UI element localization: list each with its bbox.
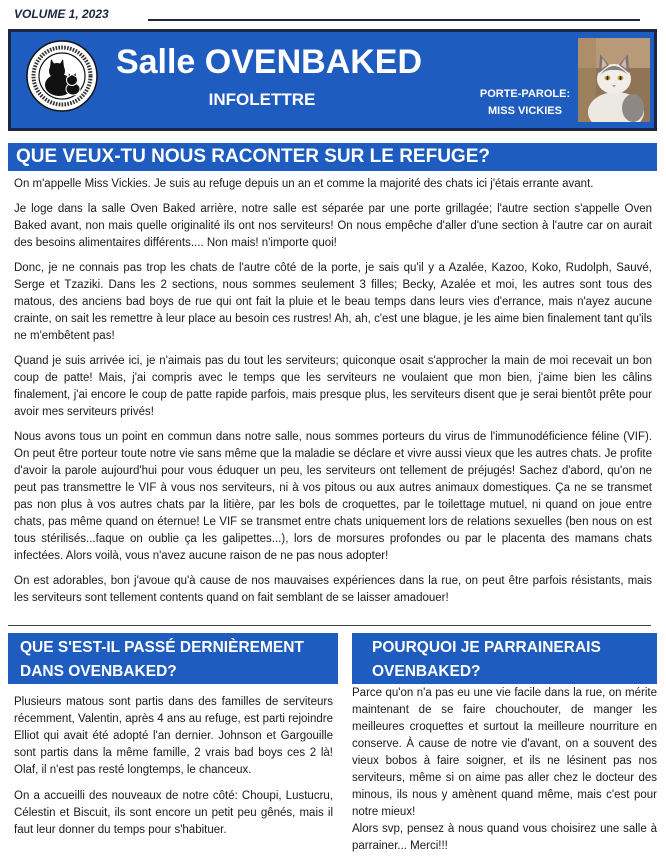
section-heading-sponsor (352, 633, 657, 684)
article-paragraph: Nous avons tous un point en commun dans notre salle, nous sommes porteurs du virus de l'immunodéficience féline (VIF). On peut être porteur toute notre vie sans même que la maladie se déclare et vivre aussi vieux que les autres chats. Je profite d'avoir la parole aujourd'hui pour vous éduquer un peu, les serviteurs ont tellement de préjugés! Sachez d'abord, qu'on ne peut pas transmettre le VIF à vous nos serviteurs, ni à vos pitous ou aux autres animaux domestiques. Ça ne se transmet pas non plus à vos autres chats par la litière, par les bols de croquettes, par le toilettage mutuel, ni quand on joue entre chats, pas même quand on éternue! Le VIF se transmet entre chats uniquement lors de relations sexuelles (ben nous on est tous stérilisés...faque on oublie ça les galipettes...), lors de morsures profondes ou par le placenta des mamans chats infectées. Alors voilà, vous n'avez aucune raison de ne pas nous adopter! (14, 431, 652, 562)
news-paragraph: Plusieurs matous sont partis dans des familles de serviteurs récemment, Valentin, après 4 ans au refuge, est parti rejoindre Elliot qui avait été adopté l'an dernier. Johnson et Gargouille sont partis dans la même famille, 2 vrais bad boys ces 2 là! Olaf, il n'est pas resté longtemps, le chanceux. (14, 696, 333, 776)
sponsor-column (352, 685, 657, 855)
article-paragraph: Quand je suis arrivée ici, je n'aimais pas du tout les serviteurs; quiconque osait s'approcher la main de moi recevait un bon coup de patte! Mais, j'ai compris avec le temps que les serviteurs ne voulaient que mon bien, j'aime bien les câlins finalement, j'ai encore le coup de patte rapide parfois, mais presque plus, les serviteurs disent que je serai bientôt prête pour avoir mes serviteurs privés! (14, 355, 652, 418)
article-paragraph: On m'appelle Miss Vickies. Je suis au refuge depuis un an et comme la majorité des chats ici j'étais errante avant. (14, 178, 594, 190)
spokesperson-block (467, 86, 583, 120)
heading-line: DANS OVENBAKED? (20, 663, 177, 680)
newsletter-title: Salle OVENBAKED (115, 43, 423, 81)
spokesperson-label: PORTE-PAROLE: (479, 88, 571, 100)
section-divider (8, 625, 651, 626)
section-heading-news (8, 633, 338, 684)
heading-line: QUE S'EST-IL PASSÉ DERNIÈREMENT (20, 639, 304, 656)
top-rule (148, 19, 640, 21)
heading-line: POURQUOI JE PARRAINERAIS (372, 639, 601, 656)
section-heading-refuge: QUE VEUX-TU NOUS RACONTER SUR LE REFUGE? (8, 143, 657, 171)
sponsor-paragraph: Parce qu'on n'a pas eu une vie facile dans la rue, on mérite maintenant de se faire chouchouter, de manger les meilleures croquettes et surtout la meilleure nourriture en conserve. À cause de notre vie d'avant, on a souvent des vieux bobos à faire soigner, et ils ne lésinent pas nos serviteurs, même si on aime pas aller chez le docteur des minous, ils nous y amènent quand même, mais c'est pour notre mieux! (352, 687, 657, 818)
sponsor-paragraph: Alors svp, pensez à nous quand vous choisirez une salle à parrainer... Merci!!! (352, 823, 657, 852)
article-paragraph: On est adorables, bon j'avoue qu'à cause de nos mauvaises expériences dans la rue, on peut être parfois résistants, mais les serviteurs sont tellement contents quand on fait semblant de se laisser amadouer! (14, 575, 652, 604)
cat-silhouette-logo-icon (26, 40, 98, 112)
cat-portrait-photo (578, 38, 650, 122)
spokesperson-name: MISS VICKIES (488, 105, 562, 117)
volume-label: VOLUME 1, 2023 (14, 7, 109, 21)
main-article (14, 176, 652, 615)
masthead (8, 29, 657, 131)
news-paragraph: On a accueilli des nouveaux de notre côté: Choupi, Lustucru, Célestin et Biscuit, ils sont encore un petit peu gênés, mais il faut leur donner du temps pour s'habituer. (14, 790, 333, 836)
news-column (14, 694, 333, 848)
heading-line: OVENBAKED? (372, 663, 481, 680)
article-paragraph: Donc, je ne connais pas trop les chats de l'autre côté de la porte, je sais qu'il y a Azalée, Kazoo, Koko, Rudolph, Sauvé, Serge et Tzaziki. Dans les 2 sections, nous sommes seulement 3 filles; Becky, Azalée et moi, les autres sont tous des matous, des anciens bad boys de rue qui ont fait la pluie et le beau temps dans leurs vies d'errance, mais n'ayez aucune crainte, on sait les remettre à leur place au besoin ces rustres! Ah, ah, c'est une blague, je les aime bien finalement tant qu'ils ne m'embêtent pas! (14, 262, 652, 342)
article-paragraph: Je loge dans la salle Oven Baked arrière, notre salle est séparée par une porte grillagée; l'autre section s'appelle Oven Baked avant, non mais quelle originalité ils ont nos serviteurs! On nous empêche d'aller d'une section à l'autre car on aurait des besoins alimentaires différents.... Non mais! n'importe quoi! (14, 203, 652, 249)
newsletter-subtitle: INFOLETTRE (208, 90, 316, 109)
